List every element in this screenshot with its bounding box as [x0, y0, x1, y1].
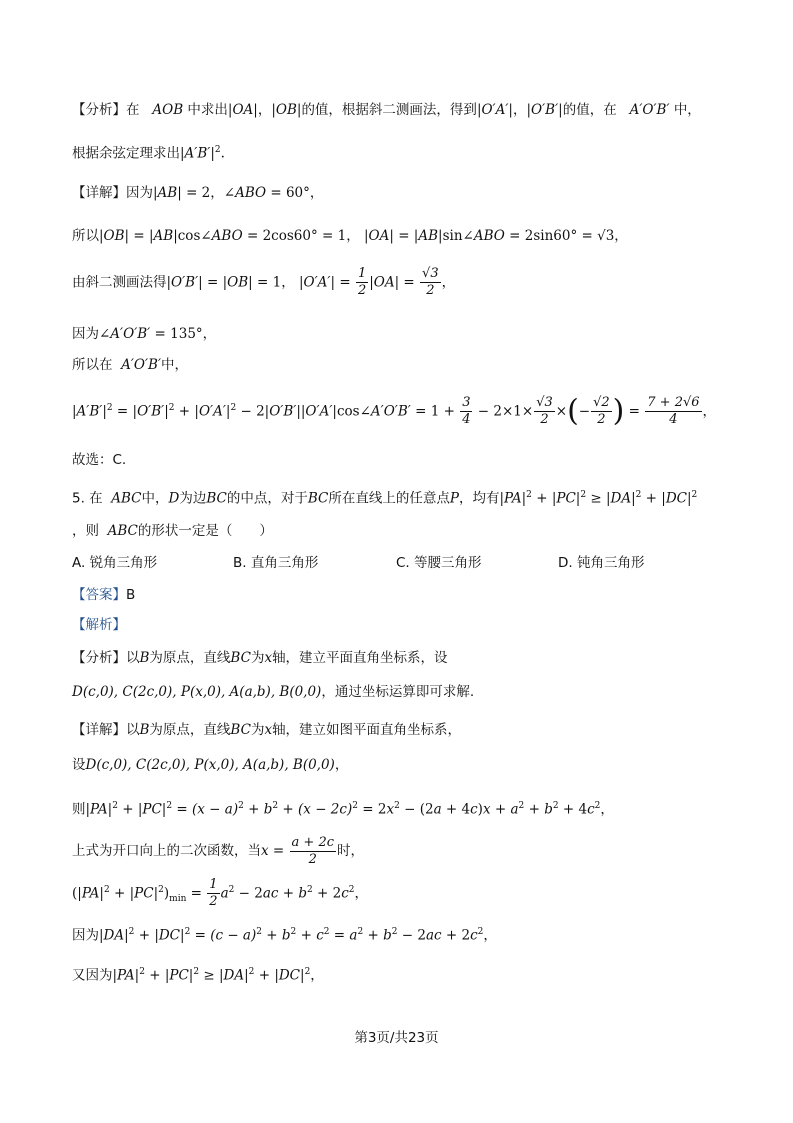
q5-detail-line-2: 设D(c,0), C(2c,0), P(x,0), A(a,b), B(0,0)，	[72, 757, 349, 773]
answer-label: 【答案】	[72, 587, 126, 603]
text: 故选：C.	[72, 452, 127, 468]
question-5-line-1: 5. 在 ABC中，D为边BC的中点，对于BC所在直线上的任意点P，均有$|PA|^2 + |PC|^2 \ge |DA|^2 + |DC|^2$	[72, 490, 698, 507]
analysis-line-1: 【分析】在 AOB 中求出|OA|，|OB|的值，根据斜二测画法，得到|O′A′|，|O′B′|的值，在 A′O′B′ 中，	[72, 102, 701, 118]
detail-line-2: 所以|OB| = |AB|cos∠ABO = 2cos60° = 1， |OA| = |AB|sin∠ABO = 2sin60° = √3，	[72, 228, 628, 244]
text: 【详解】因为	[72, 185, 153, 201]
cosine-law-formula: $|A'B'|^2 = |O'B'|^2 + |O'A'|^2$ − 2|O′B′||O′A′|cos∠A′O′B′ = 1 + $\frac{3}{4}$ − 2×1× $\frac{√3}{2}$ ×(− $\frac{√2}{2}$ ) = $\frac{7 + 2√6}{4}$ ，	[72, 393, 717, 429]
option-b: B. 直角三角形	[233, 555, 319, 571]
q5-detail-line-1: 【详解】以B为原点，直线BC为x轴，建立如图平面直角坐标系，	[72, 722, 462, 738]
jiexi-label: 【解析】	[72, 617, 126, 633]
text: 所在直线上的任意点	[328, 490, 450, 507]
text: 5. 在	[72, 490, 103, 507]
text: 所以	[72, 228, 99, 244]
text: 的值，根据斜二测画法，得到	[301, 102, 477, 118]
text: 中，	[161, 357, 189, 373]
text: 因为	[72, 326, 99, 342]
detail-line-1: 【详解】因为|AB| = 2，∠ABO = 60°，	[72, 185, 324, 201]
q5-detail-line-6: 因为$|DA|^2 + |DC|^2 = (c - a)^2 + b^2 + c^2 = a^2 + b^2 - 2ac + 2c^2$，	[72, 927, 497, 944]
detail-line-5: 所以在 A′O′B′中，	[72, 357, 189, 373]
detail-line-4: 因为∠A′O′B′ = 135°，	[72, 326, 217, 342]
q5-detail-line-5: $(|PA|^2 + |PC|^2)_{min}$ = $\frac{1}{2}$ $a^2 - 2ac + b^2 + 2c^2$，	[72, 877, 369, 909]
choose-answer	[72, 450, 126, 470]
text: 【分析】在	[72, 102, 140, 118]
q5-detail-line-4: 上式为开口向上的二次函数，当x = $\frac{a + 2c}{2}$ 时，	[72, 834, 364, 867]
detail-line-3: 由斜二测画法得|O′B′| = |OB| = 1， |O′A′| = $\frac{1}{2}$ |OA| = $\frac{√3}{2}$ ，	[72, 266, 456, 298]
text: 根据余弦定理求出	[72, 145, 180, 162]
text: ，则	[72, 523, 99, 539]
question-5-line-2: ，则 ABC的形状一定是（ ）	[72, 523, 273, 539]
page-footer: 第3页/共23页	[354, 1030, 439, 1046]
text: 的形状一定是（ ）	[137, 523, 273, 539]
q5-detail-line-7: 又因为$|PA|^2 + |PC|^2 \ge |DA|^2 + |DC|^2$，	[72, 967, 324, 984]
text: 的值，在	[562, 102, 617, 118]
option-c: C. 等腰三角形	[396, 555, 482, 571]
text: ，均有	[458, 490, 500, 507]
text: 中，	[141, 490, 169, 507]
text: 为边	[179, 490, 207, 507]
q5-detail-line-3: 则$|PA|^2 + |PC|^2 = (x - a)^2 + b^2 + (x - 2c)^2 = 2x^2 - (2a + 4c)x + a^2 + b^2 + 4c^2$，	[72, 801, 614, 818]
text: 的中点，对于	[226, 490, 308, 507]
text: 由斜二测画法得	[72, 274, 167, 291]
q5-analysis-line-2: D(c,0), C(2c,0), P(x,0), A(a,b), B(0,0)，通过坐标运算即可求解.	[72, 684, 475, 700]
text: 所以在	[72, 357, 113, 373]
text: 中，	[673, 102, 701, 118]
q5-analysis-line-1: 【分析】以B为原点，直线BC为x轴，建立平面直角坐标系，设	[72, 650, 448, 666]
option-a: A. 锐角三角形	[72, 555, 158, 571]
text: 中求出	[187, 102, 228, 118]
analysis-line-2: 根据余弦定理求出$|A'B'|^2$.	[72, 145, 225, 162]
answer-line	[72, 585, 135, 605]
option-d: D. 钝角三角形	[558, 555, 645, 571]
answer-value: B	[126, 587, 136, 603]
